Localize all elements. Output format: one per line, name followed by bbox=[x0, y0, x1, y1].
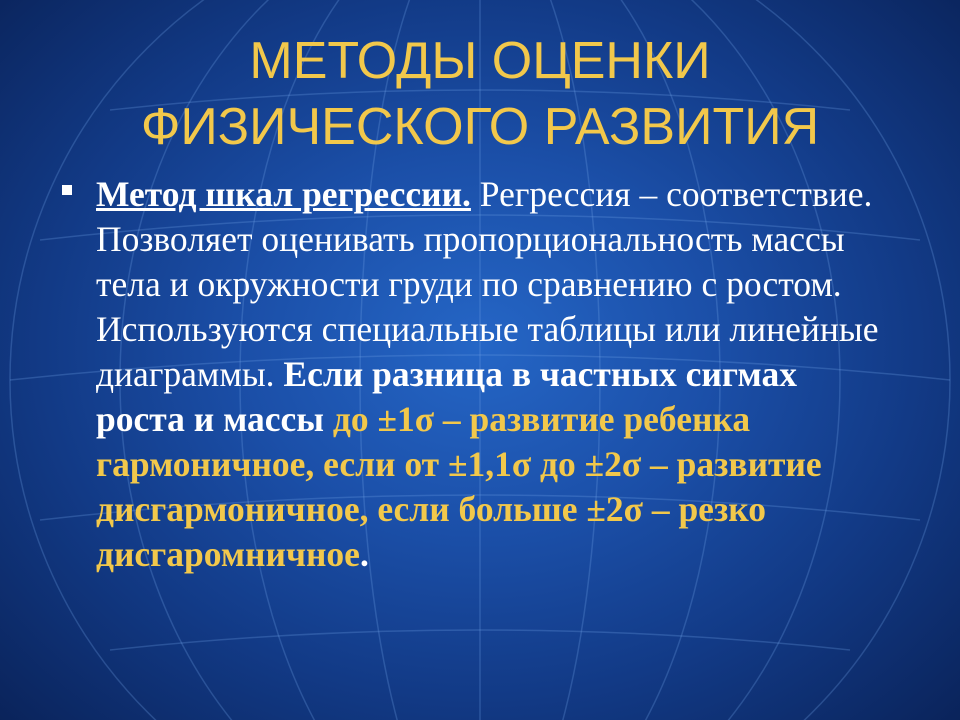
method-condition: Если разница в частных сигмах роста и массы bbox=[96, 354, 797, 439]
bullet-item bbox=[62, 172, 882, 577]
square-bullet-icon bbox=[62, 185, 72, 195]
method-heading: Метод шкал регрессии. bbox=[96, 174, 471, 214]
method-description: Регрессия – соответствие. Позволяет оценивать пропорциональность массы тела и окружности груди по сравнению с ростом. Используются специальные таблицы или линейные диаграммы. bbox=[96, 174, 879, 394]
bullet-text bbox=[96, 172, 882, 577]
title-line-1: МЕТОДЫ ОЦЕНКИ bbox=[249, 32, 711, 90]
slide-title bbox=[0, 28, 960, 160]
end-mark: . bbox=[359, 534, 369, 574]
title-line-2: ФИЗИЧЕСКОГО РАЗВИТИЯ bbox=[140, 98, 820, 156]
method-criteria: до ±1σ – развитие ребенка гармоничное, если от ±1,1σ до ±2σ – развитие дисгармоничное, если больше ±2σ – резко дисгаромничное bbox=[96, 399, 822, 574]
